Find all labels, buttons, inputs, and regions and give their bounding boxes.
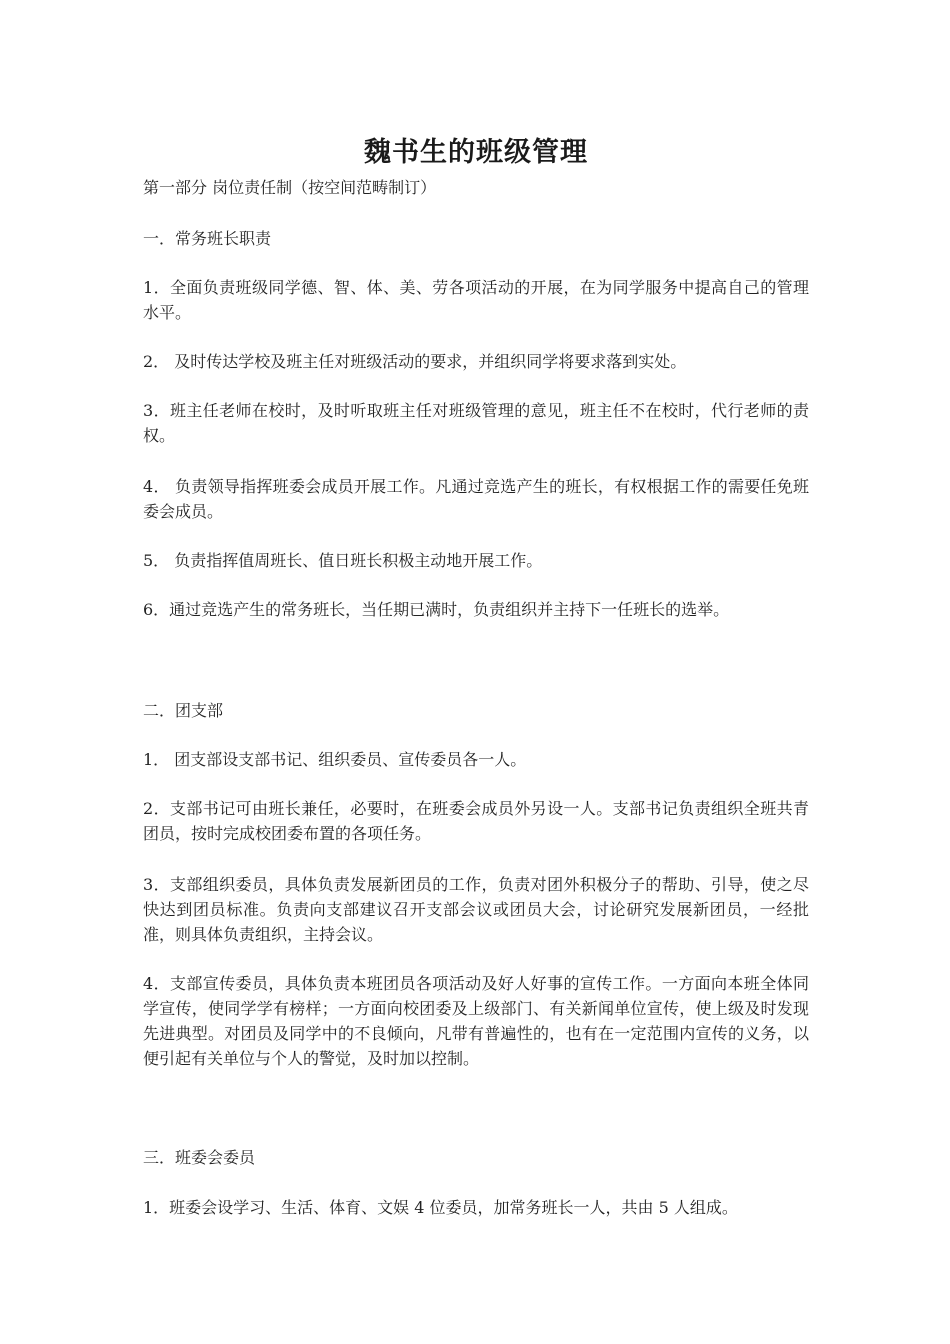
list-item: 1．全面负责班级同学德、智、体、美、劳各项活动的开展，在为同学服务中提高自己的管理水平。 bbox=[143, 278, 809, 322]
list-item: 5． 负责指挥值周班长、值日班长积极主动地开展工作。 bbox=[143, 551, 543, 570]
list-item: 1． 团支部设支部书记、组织委员、宣传委员各一人。 bbox=[143, 750, 527, 769]
list-item: 2． 及时传达学校及班主任对班级活动的要求，并组织同学将要求落到实处。 bbox=[143, 352, 687, 371]
part-heading: 第一部分 岗位责任制（按空间范畴制订） bbox=[143, 178, 437, 197]
list-item: 3．班主任老师在校时，及时听取班主任对班级管理的意见，班主任不在校时，代行老师的责权。 bbox=[143, 401, 809, 445]
section-heading: 三．班委会委员 bbox=[143, 1148, 256, 1167]
section-heading: 二．团支部 bbox=[143, 701, 224, 720]
list-item: 2．支部书记可由班长兼任，必要时，在班委会成员外另设一人。支部书记负责组织全班共青团员，按时完成校团委布置的各项任务。 bbox=[143, 799, 809, 843]
document-title: 魏书生的班级管理 bbox=[364, 137, 588, 168]
list-item: 4． 负责领导指挥班委会成员开展工作。凡通过竞选产生的班长，有权根据工作的需要任免班委会成员。 bbox=[143, 477, 809, 521]
list-item: 4．支部宣传委员，具体负责本班团员各项活动及好人好事的宣传工作。一方面向本班全体同学宣传，使同学学有榜样；一方面向校团委及上级部门、有关新闻单位宣传，使上级及时发现先进典型。对团员及同学中的不良倾向，凡带有普遍性的，也有在一定范围内宣传的义务，以便引起有关单位与个人的警觉，及时加以控制。 bbox=[143, 974, 809, 1068]
section-heading: 一．常务班长职责 bbox=[143, 229, 272, 248]
list-item: 3．支部组织委员，具体负责发展新团员的工作，负责对团外积极分子的帮助、引导，使之尽快达到团员标准。负责向支部建议召开支部会议或团员大会，讨论研究发展新团员，一经批准，则具体负责组织，主持会议。 bbox=[143, 875, 809, 944]
list-item: 1．班委会设学习、生活、体育、文娱 4 位委员，加常务班长一人，共由 5 人组成。 bbox=[143, 1198, 738, 1217]
list-item: 6．通过竞选产生的常务班长，当任期已满时，负责组织并主持下一任班长的选举。 bbox=[143, 600, 730, 619]
